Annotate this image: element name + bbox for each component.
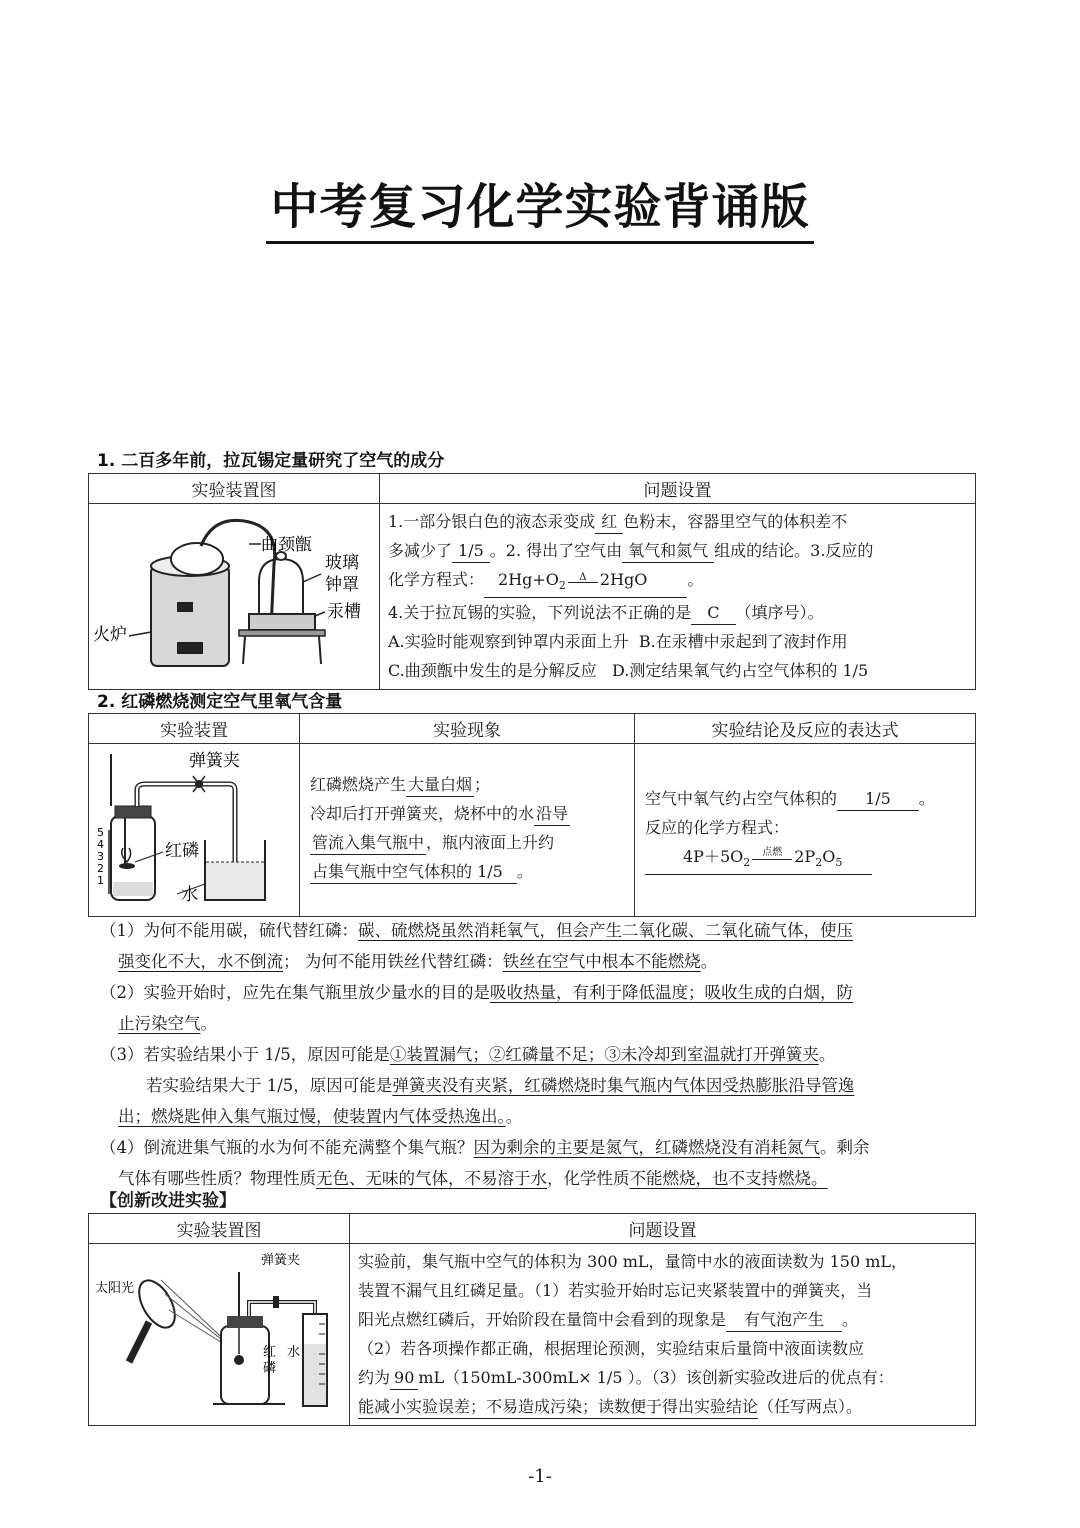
s1-line3a: 化学方程式： — [388, 570, 485, 589]
question-3-cont — [100, 1101, 980, 1132]
s3-line3a: 阳光点燃红磷后，开始阶段在量筒中会看到的现象是 — [358, 1310, 727, 1329]
s2-answer-flow1: 沿导 — [534, 803, 570, 826]
s3-line4: （2）若各项操作都正确，根据理论预测，实验结束后量筒中液面读数应 — [358, 1339, 865, 1358]
question-2-cont — [100, 1008, 980, 1039]
s3-line5b: mL（150mL-300mL× 1/5 ）。（3）该创新实验改进后的优点有： — [418, 1368, 894, 1387]
question-3-b — [100, 1070, 980, 1101]
s1-option-c: C.曲颈甑中发生的是分解反应 — [388, 661, 597, 681]
q1-answer-2: 强变化不大，水不倒流 — [118, 952, 283, 971]
document-title: 中考复习化学实验背诵版 — [266, 168, 813, 244]
section1-col-apparatus: 实验装置图 — [89, 474, 380, 504]
label-water-3: 水 — [287, 1345, 301, 1360]
label-phosphorus: 红磷 — [165, 841, 199, 861]
label-bell: 钟罩 — [325, 575, 359, 595]
s1-eq-sub: 2 — [558, 579, 566, 593]
q3-text-a: （3）若实验结果小于 1/5，原因可能是 — [100, 1045, 390, 1064]
s2-eq-right-sub1: 2 — [815, 856, 823, 870]
label-neck-flask: 曲颈甑 — [261, 535, 312, 555]
q4-text-a: （4）倒流进集气瓶的水为何不能充满整个集气瓶？ — [100, 1138, 474, 1157]
label-water: 水 — [181, 885, 198, 905]
s3-line6b: （任写两点）。 — [758, 1397, 863, 1416]
section2-table — [88, 713, 976, 917]
section2-conclusion-cell — [635, 744, 976, 917]
scale-3: 3 — [97, 850, 104, 863]
section3-col-questions: 问题设置 — [350, 1214, 976, 1244]
section3-table — [88, 1213, 976, 1426]
section1-questions-cell — [380, 504, 976, 690]
s1-answer-gases: 氧气和氮气 — [622, 540, 714, 563]
q1-answer-3: 铁丝在空气中根本不能燃烧 — [502, 952, 701, 971]
document-title-wrap — [0, 168, 1080, 244]
q1-text-b: ； 为何不能用铁丝代替红磷： — [283, 952, 503, 971]
scale-5: 5 — [97, 826, 104, 839]
q4-text-c: 气体有哪些性质？物理性质 — [118, 1169, 316, 1188]
s3-line5a: 约为 — [358, 1368, 391, 1387]
s1-line4a: 4.关于拉瓦锡的实验，下列说法不正确的是 — [388, 603, 692, 623]
s1-eq-right: 2HgO — [599, 570, 648, 589]
section1-heading: 1. 二百多年前，拉瓦锡定量研究了空气的成分 — [97, 451, 445, 471]
s3-answer-bubbles: 有气泡产生 — [726, 1309, 842, 1332]
section3-apparatus-cell — [89, 1244, 350, 1426]
q1-answer: 碳、硫燃烧虽然消耗氧气，但会产生二氧化碳、二氧化硫气体，使压 — [358, 921, 853, 940]
s2-eq-right-a: 2P — [794, 847, 816, 866]
question-3 — [100, 1039, 980, 1070]
question-1-cont — [100, 946, 980, 977]
s2-eq-right-sub2: 5 — [835, 856, 843, 870]
label-trough: 汞槽 — [327, 602, 361, 622]
s2-ph1b: ； — [474, 775, 491, 794]
s2-con1b: 。 — [918, 789, 935, 808]
section2-col-phenomenon: 实验现象 — [300, 714, 635, 744]
section2-phenomenon-cell — [300, 744, 635, 917]
page-number: -1- — [528, 1466, 552, 1487]
q2-answer: 吸收热量，有利于降低温度；吸收生成的白烟，防 — [490, 983, 853, 1002]
q3-answer: ①装置漏气；②红磷量不足；③未冷却到室温就打开弹簧夹 — [389, 1045, 819, 1064]
sunlight-apparatus-diagram — [89, 1244, 349, 1420]
section1-col-questions: 问题设置 — [380, 474, 976, 504]
s2-equation — [645, 846, 872, 875]
scale-1: 1 — [97, 874, 104, 887]
label-furnace: 火炉 — [93, 625, 127, 645]
question-2 — [100, 977, 980, 1008]
s2-eq-cond: 点燃 — [762, 847, 783, 858]
q4-answer: 因为剩余的主要是氮气，红磷燃烧没有消耗氮气 — [473, 1138, 820, 1157]
s2-eq-condition — [752, 846, 792, 868]
question-1 — [100, 915, 980, 946]
label-glass: 玻璃 — [325, 553, 359, 573]
s2-eq-left: 4P＋5O — [683, 847, 744, 866]
s1-line2b: 。2. 得出了空气由 — [489, 541, 623, 560]
s1-eq-left: 2Hg+O — [498, 570, 559, 589]
s1-answer-choice: C — [691, 602, 735, 625]
q2-text-a: （2）实验开始时，应先在集气瓶里放少量水的目的是 — [100, 983, 490, 1002]
s1-eq-cond: Δ — [579, 572, 587, 583]
questions-block — [100, 915, 980, 1194]
q3-text-d: 。 — [505, 1107, 523, 1126]
label-clamp-3: 弹簧夹 — [261, 1253, 301, 1268]
section2-heading: 2. 红磷燃烧测定空气里氧气含量 — [97, 692, 343, 712]
q4-text-b: 。剩余 — [820, 1138, 870, 1157]
section1-table — [88, 473, 976, 690]
s3-answer-advantages: 能减小实验误差；不易造成污染；读数便于得出实验结论 — [358, 1396, 758, 1419]
q2-text-b: 。 — [200, 1014, 217, 1033]
s2-answer-smoke: 大量白烟 — [406, 774, 474, 797]
section3-col-apparatus: 实验装置图 — [89, 1214, 350, 1244]
s2-con2: 反应的化学方程式： — [645, 818, 790, 837]
s1-line1b: 色粉末，容器里空气的体积差不 — [623, 512, 848, 531]
s1-line1a: 1.一部分银白色的液态汞变成 — [388, 512, 596, 531]
s1-line3b: 。 — [687, 570, 704, 589]
s1-line2a: 多减少了 — [388, 541, 453, 560]
section1-apparatus-cell — [89, 504, 380, 690]
q1-text-a: （1）为何不能用碳，硫代替红磷： — [100, 921, 358, 940]
scale-2: 2 — [97, 862, 104, 875]
s2-ph4b: 。 — [516, 862, 533, 881]
q3-text-c: 若实验结果大于 1/5，原因可能是 — [146, 1076, 393, 1095]
section3-heading: 【创新改进实验】 — [100, 1191, 236, 1211]
s2-ph2a: 冷却后打开弹簧夹，烧杯中的水 — [310, 804, 535, 823]
s1-option-a: A.实验时能观察到钟罩内汞面上升 — [388, 632, 629, 652]
question-4 — [100, 1132, 980, 1163]
s2-eq-right-b: O — [822, 847, 836, 866]
label-clamp: 弹簧夹 — [189, 751, 240, 771]
s1-equation — [484, 569, 687, 598]
s1-option-d: D.测定结果氧气约占空气体积的 1/5 — [612, 661, 869, 681]
q1-text-c: 。 — [700, 952, 718, 971]
phosphorus-apparatus-diagram — [89, 744, 299, 912]
s3-line1: 实验前，集气瓶中空气的体积为 300 mL，量筒中水的液面读数为 150 mL， — [358, 1252, 908, 1271]
s3-line2: 装置不漏气且红磷足量。（1）若实验开始时忘记夹紧装置中的弹簧夹，当 — [358, 1281, 873, 1300]
s3-line3b: 。 — [842, 1310, 859, 1329]
s2-answer-flow2: 管流入集气瓶中 — [310, 832, 426, 855]
q3-answer-3: 出；燃烧匙伸入集气瓶过慢，使装置内气体受热逸出。 — [118, 1107, 506, 1126]
section2-col-apparatus: 实验装置 — [89, 714, 300, 744]
lavoisier-apparatus-diagram — [89, 504, 379, 680]
s1-answer-color: 红 — [595, 511, 623, 534]
s1-line2c: 组成的结论。3.反应的 — [714, 541, 874, 560]
q3-text-b: 。 — [818, 1045, 836, 1064]
q3-answer-2: 弹簧夹没有夹紧，红磷燃烧时集气瓶内气体因受热膨胀沿导管逸 — [392, 1076, 855, 1095]
s1-line4b: （填序号）。 — [735, 603, 824, 623]
s2-eq-sub: 2 — [743, 856, 751, 870]
s1-answer-fifth: 1/5 — [452, 540, 490, 563]
s2-answer-fifth: 1/5 — [837, 788, 919, 811]
s2-con1a: 空气中氧气约占空气体积的 — [645, 789, 838, 808]
section2-col-conclusion: 实验结论及反应的表达式 — [635, 714, 976, 744]
label-red-1: 红 — [263, 1345, 277, 1360]
s1-eq-condition — [568, 569, 598, 591]
q4-text-d: ，化学性质 — [547, 1169, 630, 1188]
s1-option-b: B.在汞槽中汞起到了液封作用 — [638, 632, 848, 652]
scale-4: 4 — [97, 838, 104, 851]
q4-answer-3: 不能燃烧，也不支持燃烧。 — [629, 1169, 828, 1188]
label-red-2: 磷 — [263, 1361, 277, 1376]
section2-apparatus-cell — [89, 744, 300, 917]
s3-answer-reading: 90 — [390, 1367, 418, 1390]
label-sunlight: 太阳光 — [95, 1281, 135, 1296]
s2-ph3b: ，瓶内液面上升约 — [426, 833, 555, 852]
q4-answer-2: 无色、无味的气体，不易溶于水 — [316, 1169, 547, 1188]
q2-answer-2: 止污染空气 — [118, 1014, 201, 1033]
section3-questions-cell — [350, 1244, 976, 1426]
s2-answer-volume: 占集气瓶中空气体积的 1/5 — [310, 861, 517, 884]
s2-ph1a: 红磷燃烧产生 — [310, 775, 407, 794]
